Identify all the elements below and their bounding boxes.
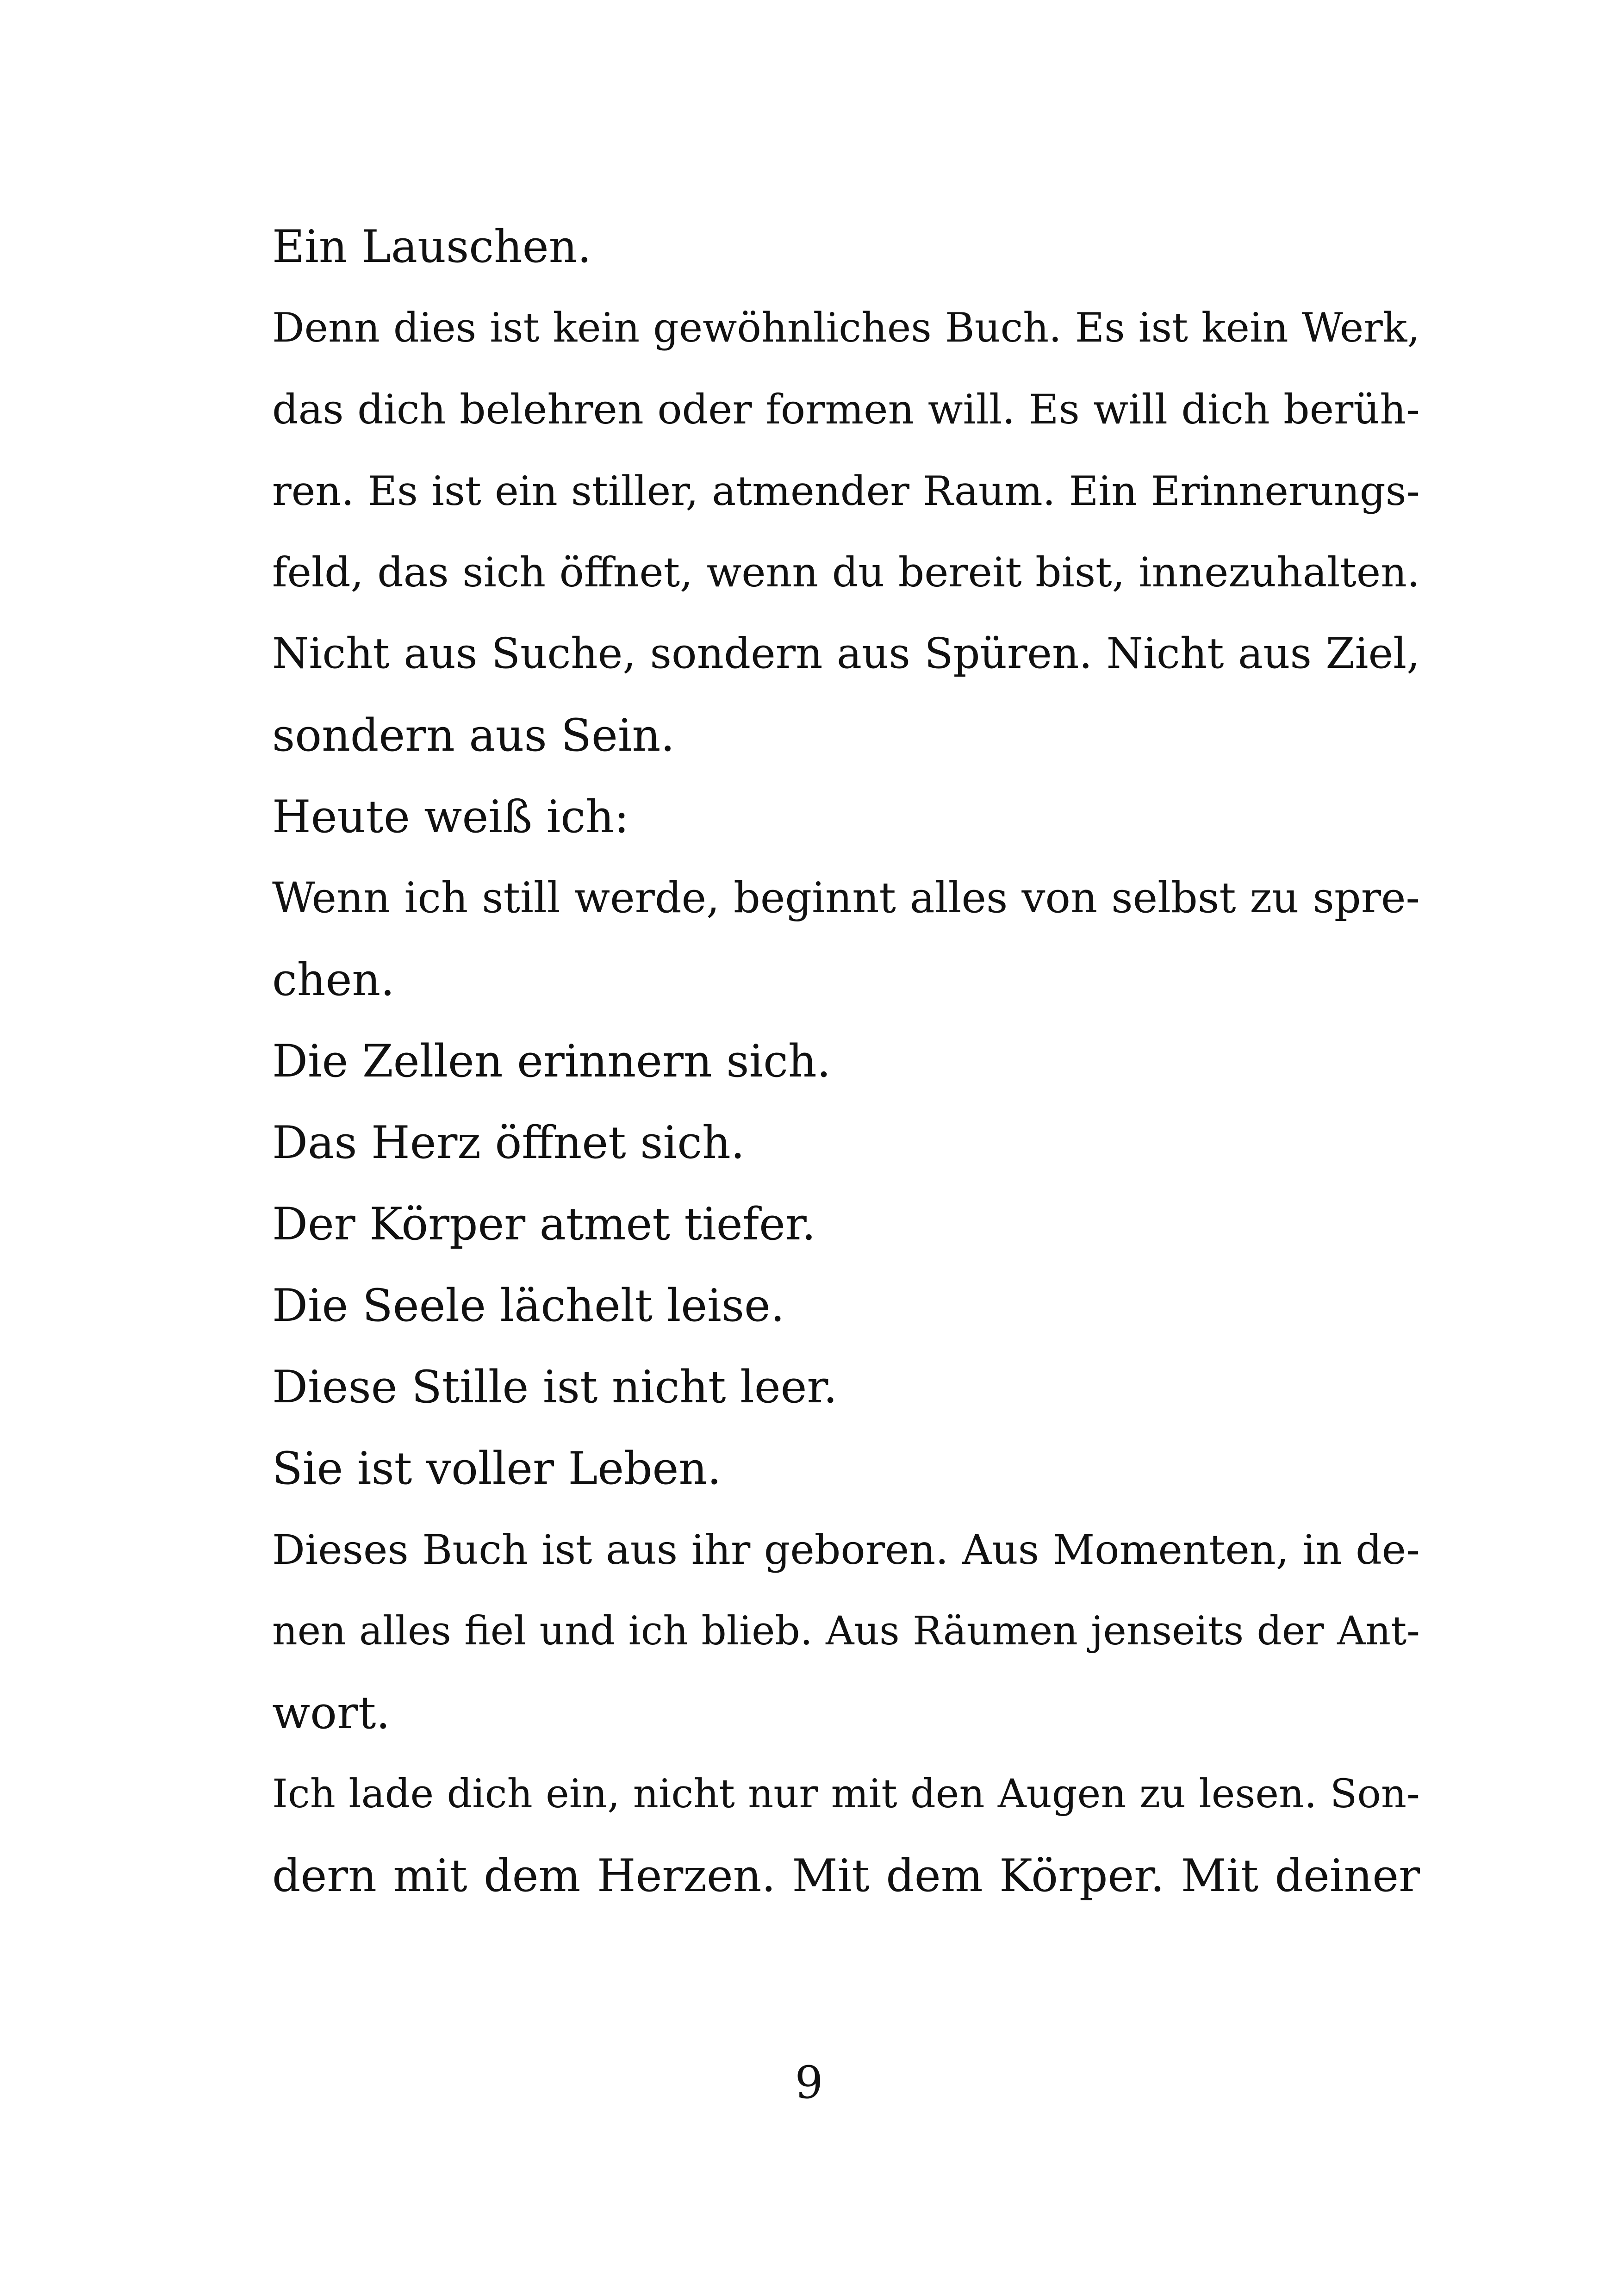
- text-line: dern mit dem Herzen. Mit dem Körper. Mit deiner: [272, 1850, 1420, 1902]
- text-line: Sie ist voller Leben.: [272, 1443, 722, 1494]
- text-line: Ein Lauschen.: [272, 221, 591, 273]
- body-text: [272, 206, 1420, 1916]
- text-line: nen alles fiel und ich blieb. Aus Räumen jenseits der Ant-: [272, 1608, 1420, 1654]
- text-line: Nicht aus Suche, sondern aus Spüren. Nicht aus Ziel,: [272, 629, 1420, 678]
- text-line: Diese Stille ist nicht leer.: [272, 1361, 838, 1413]
- text-line: Die Zellen erinnern sich.: [272, 1035, 831, 1087]
- text-line: feld, das sich öffnet, wenn du bereit bist, innezuhalten.: [272, 548, 1420, 596]
- text-line: Das Herz öffnet sich.: [272, 1117, 745, 1169]
- text-line: Dieses Buch ist aus ihr geboren. Aus Momenten, in de-: [272, 1526, 1420, 1574]
- page-number: 9: [795, 2057, 823, 2109]
- text-line: Heute weiß ich:: [272, 791, 629, 843]
- text-line: sondern aus Sein.: [272, 709, 675, 761]
- text-line: Wenn ich still werde, beginnt alles von selbst zu spre-: [272, 874, 1420, 922]
- text-line: Die Seele lächelt leise.: [272, 1280, 785, 1332]
- text-line: chen.: [272, 954, 395, 1006]
- text-line: ren. Es ist ein stiller, atmender Raum. Ein Erinnerungs-: [272, 467, 1420, 515]
- text-line: das dich belehren oder formen will. Es will dich berüh-: [272, 386, 1420, 433]
- text-line: Der Körper atmet tiefer.: [272, 1198, 816, 1250]
- text-line: wort.: [272, 1687, 390, 1739]
- text-line: Denn dies ist kein gewöhnliches Buch. Es ist kein Werk,: [272, 305, 1420, 351]
- text-line: Ich lade dich ein, nicht nur mit den Augen zu lesen. Son-: [272, 1771, 1420, 1817]
